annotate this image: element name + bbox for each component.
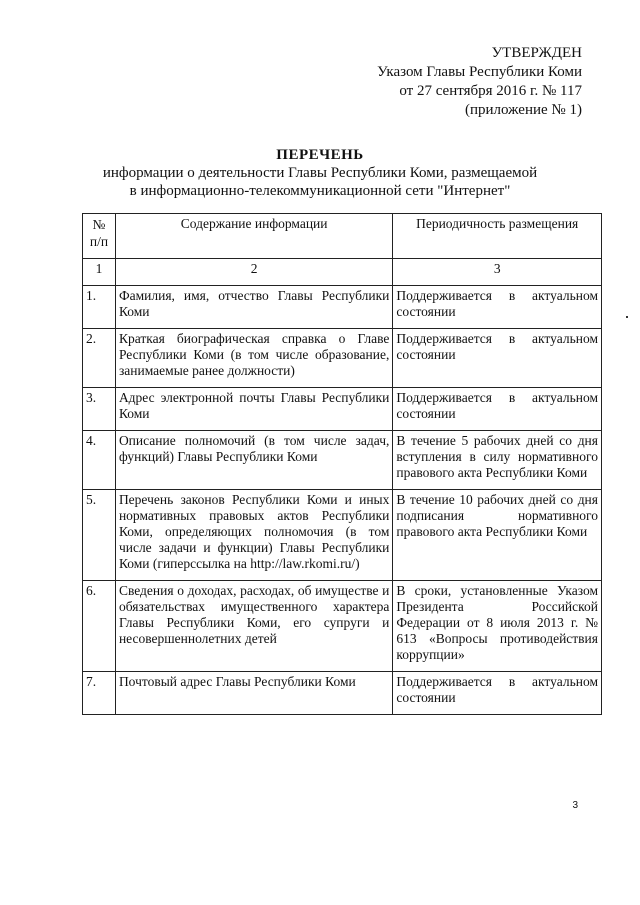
row-content: Описание полномочий (в том числе задач, функций) Главы Республики Коми bbox=[115, 431, 392, 490]
table-row bbox=[83, 431, 602, 490]
row-period: В сроки, установленные Указом Президента Российской Федерации от 8 июля 2013 г. № 613 «Вопросы противодействия коррупции» bbox=[393, 581, 602, 672]
table-row bbox=[83, 672, 602, 715]
approval-block bbox=[377, 44, 582, 120]
index-cell: 3 bbox=[393, 259, 602, 286]
row-content: Сведения о доходах, расходах, об имуществе и обязательствах имущественного характера Главы Республики Коми, его супруги и несовершеннолетних детей bbox=[115, 581, 392, 672]
table-row bbox=[83, 329, 602, 388]
approval-appendix: (приложение № 1) bbox=[464, 102, 582, 118]
row-content: Почтовый адрес Главы Республики Коми bbox=[115, 672, 392, 715]
row-period: Поддерживается в актуальном состоянии bbox=[393, 672, 602, 715]
approval-status: УТВЕРЖДЕН bbox=[491, 45, 582, 61]
table-row bbox=[83, 286, 602, 329]
table-header-row bbox=[83, 214, 602, 259]
row-period: Поддерживается в актуальном состоянии bbox=[393, 286, 602, 329]
document-subtitle-line2: в информационно-телекоммуникационной сети "Интернет" bbox=[129, 183, 511, 199]
index-cell: 2 bbox=[115, 259, 392, 286]
row-number: 4. bbox=[83, 431, 116, 490]
scan-speck bbox=[626, 316, 628, 318]
approval-decree: Указом Главы Республики Коми bbox=[377, 64, 582, 80]
row-content: Фамилия, имя, отчество Главы Республики Коми bbox=[115, 286, 392, 329]
index-cell: 1 bbox=[83, 259, 116, 286]
row-number: 1. bbox=[83, 286, 116, 329]
approval-date: от 27 сентября 2016 г. № 117 bbox=[399, 83, 582, 99]
row-content: Краткая биографическая справка о Главе Республики Коми (в том числе образование, занимаемые ранее должности) bbox=[115, 329, 392, 388]
header-period: Периодичность размещения bbox=[393, 214, 602, 259]
row-number: 2. bbox=[83, 329, 116, 388]
document-heading bbox=[0, 146, 640, 200]
header-number: № п/п bbox=[83, 214, 116, 259]
document-title: ПЕРЕЧЕНЬ bbox=[276, 147, 364, 163]
table-row bbox=[83, 581, 602, 672]
table-row bbox=[83, 490, 602, 581]
row-number: 7. bbox=[83, 672, 116, 715]
row-number: 6. bbox=[83, 581, 116, 672]
row-period: Поддерживается в актуальном состоянии bbox=[393, 329, 602, 388]
table-row bbox=[83, 388, 602, 431]
row-content: Адрес электронной почты Главы Республики Коми bbox=[115, 388, 392, 431]
row-period: В течение 10 рабочих дней со дня подписания нормативного правового акта Республики Коми bbox=[393, 490, 602, 581]
row-content: Перечень законов Республики Коми и иных нормативных правовых актов Республики Коми, определяющих полномочия (в том числе задачи и функции) Главы Республики Коми (гиперссылка на http://law.rkomi.ru/) bbox=[115, 490, 392, 581]
row-number: 3. bbox=[83, 388, 116, 431]
information-table bbox=[82, 213, 602, 715]
row-number: 5. bbox=[83, 490, 116, 581]
table-index-row bbox=[83, 259, 602, 286]
row-period: Поддерживается в актуальном состоянии bbox=[393, 388, 602, 431]
row-period: В течение 5 рабочих дней со дня вступления в силу нормативного правового акта Республики Коми bbox=[393, 431, 602, 490]
page-number: 3 bbox=[572, 800, 578, 811]
header-content: Содержание информации bbox=[115, 214, 392, 259]
document-subtitle-line1: информации о деятельности Главы Республики Коми, размещаемой bbox=[102, 165, 538, 181]
